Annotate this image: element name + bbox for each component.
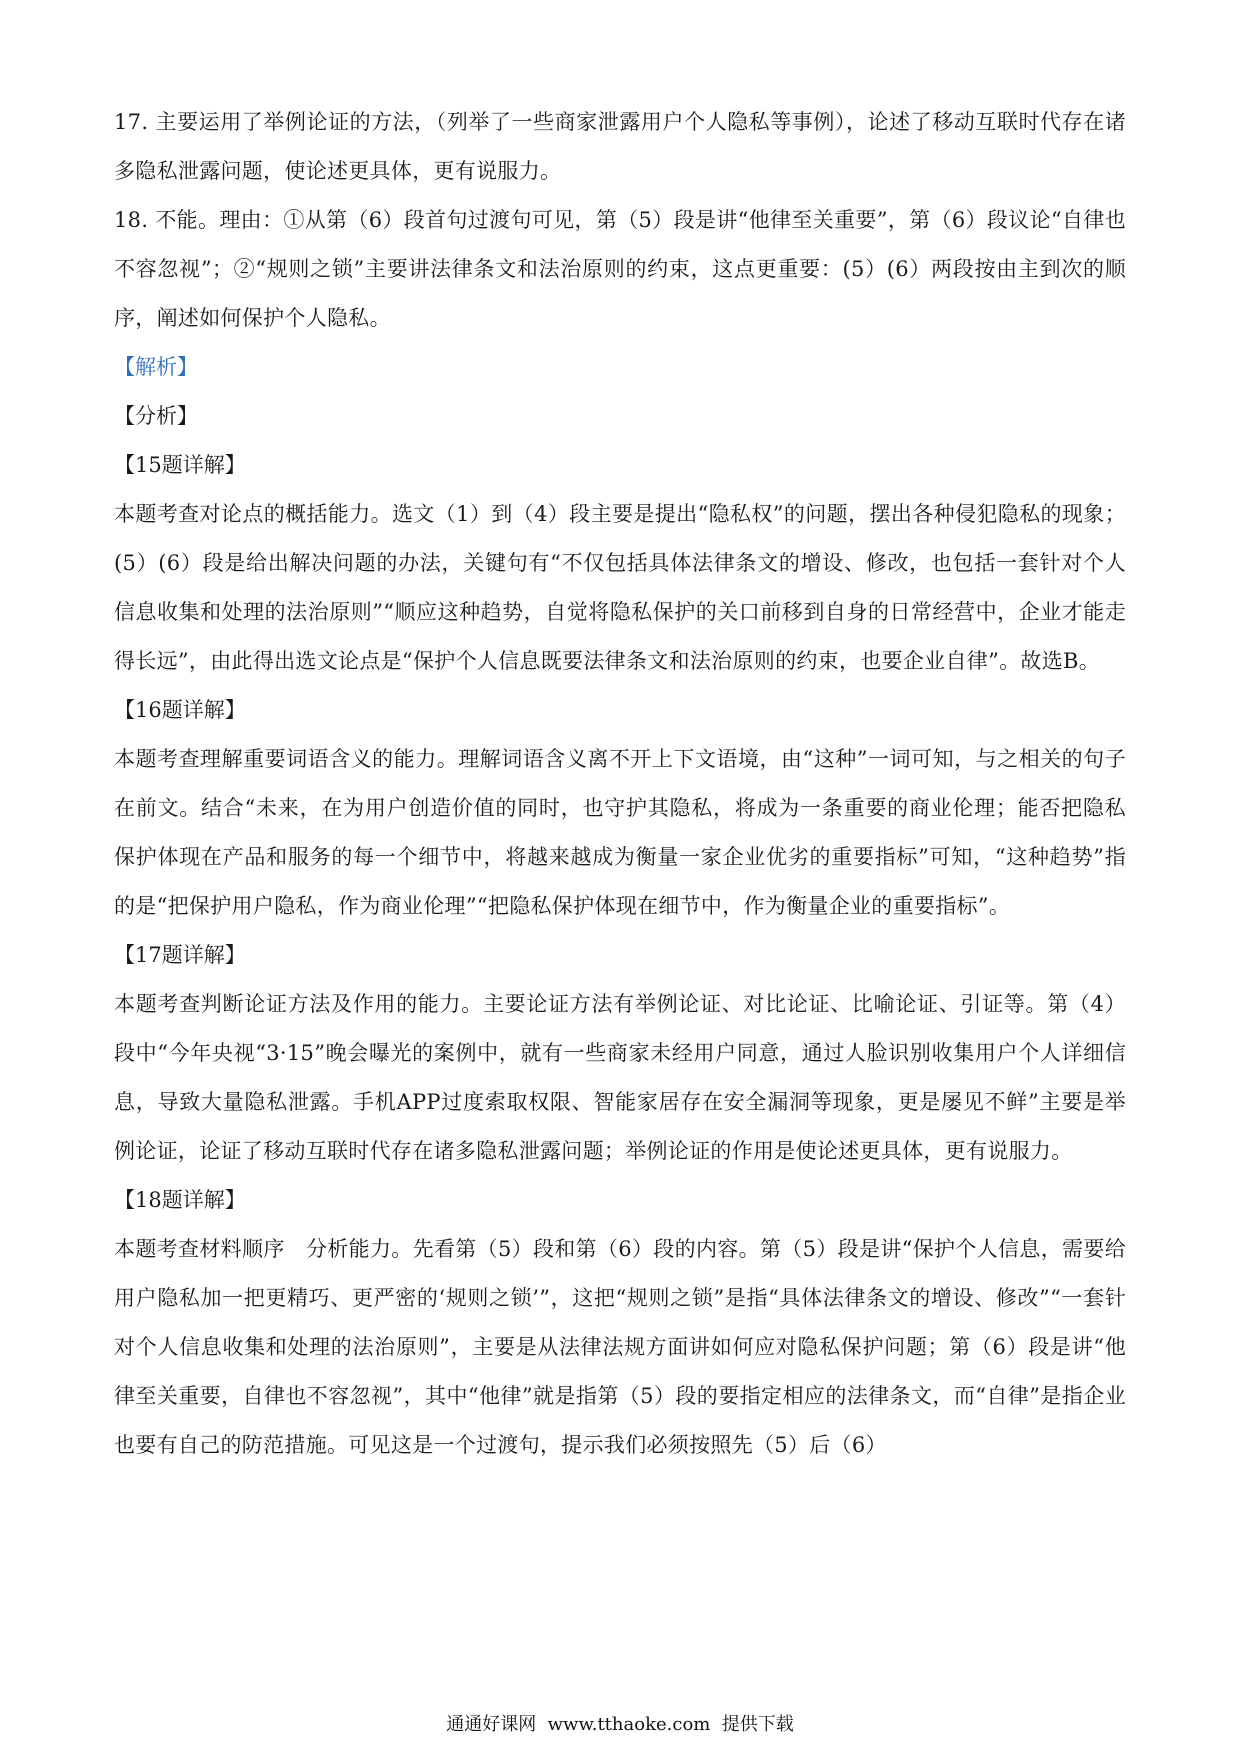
q18-label: 【18题详解】	[114, 1188, 246, 1212]
fenxi-label: 【分析】	[114, 404, 198, 428]
q16-text: 本题考查理解重要词语含义的能力。理解词语含义离不开上下文语境，由“这种”一词可知，与之相关的句子在前文。结合“未来，在为用户创造价值的同时，也守护其隐私，将成为一条重要的商业伦理；能否把隐私保护体现在产品和服务的每一个细节中，将越来越成为衡量一家企业优劣的重要指标”可知，“这种趋势”指的是“把保护用户隐私，作为商业伦理”“把隐私保护体现在细节中，作为衡量企业的重要指标”。	[114, 747, 1126, 918]
analysis-label: 【解析】	[114, 355, 198, 379]
q18-text: 本题考查材料顺序 分析能力。先看第（5）段和第（6）段的内容。第（5）段是讲“保护个人信息，需要给用户隐私加一把更精巧、更严密的‘规则之锁’”，这把“规则之锁”是指“具体法律条文的增设、修改”“一套针对个人信息收集和处理的法治原则”，主要是从法律法规方面讲如何应对隐私保护问题；第（6）段是讲“他律至关重要，自律也不容忽视”，其中“他律”就是指第（5）段的要指定相应的法律条文，而“自律”是指企业也要有自己的防范措施。可见这是一个过渡句，提示我们必须按照先（5）后（6）	[114, 1237, 1126, 1457]
document-body	[114, 98, 1126, 1470]
q16-label: 【16题详解】	[114, 698, 246, 722]
q17-label: 【17题详解】	[114, 943, 246, 967]
footer-watermark: 通通好课网 www.tthaoke.com 提供下载	[446, 1714, 794, 1735]
answer-17: 17. 主要运用了举例论证的方法，（列举了一些商家泄露用户个人隐私等事例），论述了移动互联时代存在诸多隐私泄露问题，使论述更具体，更有说服力。	[114, 110, 1126, 183]
answer-18: 18. 不能。理由：①从第（6）段首句过渡句可见，第（5）段是讲“他律至关重要”，第（6）段议论“自律也不容忽视”；②“规则之锁”主要讲法律条文和法治原则的约束，这点更重要：(5）(6）两段按由主到次的顺序，阐述如何保护个人隐私。	[114, 208, 1126, 330]
q15-text: 本题考查对论点的概括能力。选文（1）到（4）段主要是提出“隐私权”的问题，摆出各种侵犯隐私的现象；(5）(6）段是给出解决问题的办法，关键句有“不仅包括具体法律条文的增设、修改，也包括一套针对个人信息收集和处理的法治原则”“顺应这种趋势，自觉将隐私保护的关口前移到自身的日常经营中，企业才能走得长远”，由此得出选文论点是“保护个人信息既要法律条文和法治原则的约束，也要企业自律”。故选B。	[114, 502, 1126, 673]
q17-text: 本题考查判断论证方法及作用的能力。主要论证方法有举例论证、对比论证、比喻论证、引证等。第（4）段中“今年央视“3·15”晚会曝光的案例中，就有一些商家未经用户同意，通过人脸识别收集用户个人详细信息，导致大量隐私泄露。手机APP过度索取权限、智能家居存在安全漏洞等现象，更是屡见不鲜”主要是举例论证，论证了移动互联时代存在诸多隐私泄露问题；举例论证的作用是使论述更具体，更有说服力。	[114, 992, 1126, 1163]
q15-label: 【15题详解】	[114, 453, 246, 477]
